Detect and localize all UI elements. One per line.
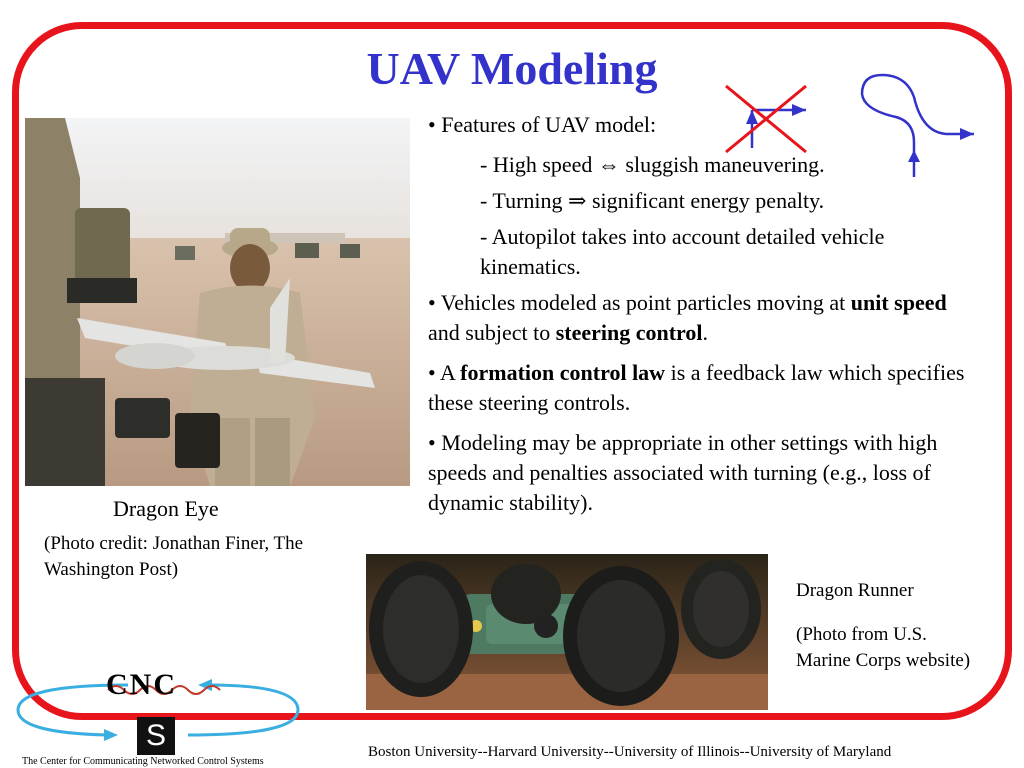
dragon-runner-credit: (Photo from U.S. Marine Corps website): [796, 624, 971, 671]
cnc-logo-s: S: [137, 717, 175, 755]
slide-title: UAV Modeling: [366, 43, 658, 94]
bullet-modeling: • Modeling may be appropriate in other settings with high speeds and penalties associated with turning (e.g., loss of dynamic stability).: [428, 430, 938, 515]
footer-universities: Boston University--Harvard University--University of Illinois--University of Maryland: [368, 744, 892, 760]
cnc-logo-text: CNC: [106, 668, 177, 701]
cnc-logo-caption: The Center for Communicating Networked Control Systems: [22, 756, 264, 767]
smooth-loop-diagram: [856, 72, 981, 182]
dragon-runner-photo: [366, 554, 768, 710]
bullet-features: • Features of UAV model:: [428, 112, 657, 137]
bidirectional-arrow-icon: ⇔: [597, 152, 620, 177]
sub-bullet-high-speed: - High speed ⇔ sluggish maneuvering.: [480, 152, 825, 177]
bullet-point-particles: • Vehicles modeled as point particles moving at unit speed and subject to steering control.: [428, 290, 947, 345]
dragon-runner-caption: Dragon Runner: [796, 580, 914, 601]
sub-bullet-turning: - Turning ⇒ significant energy penalty.: [480, 188, 825, 213]
implies-arrow-icon: ⇒: [568, 188, 587, 213]
dragon-eye-photo: [25, 118, 410, 486]
sub-bullet-autopilot: - Autopilot takes into account detailed vehicle kinematics.: [480, 224, 885, 279]
dragon-eye-credit: (Photo credit: Jonathan Finer, The Washington Post): [44, 533, 304, 580]
dragon-eye-caption: Dragon Eye: [113, 496, 219, 521]
sharp-turn-crossed-diagram: [718, 80, 818, 160]
bullet-formation-control: • A formation control law is a feedback law which specifies these steering controls.: [428, 360, 965, 415]
